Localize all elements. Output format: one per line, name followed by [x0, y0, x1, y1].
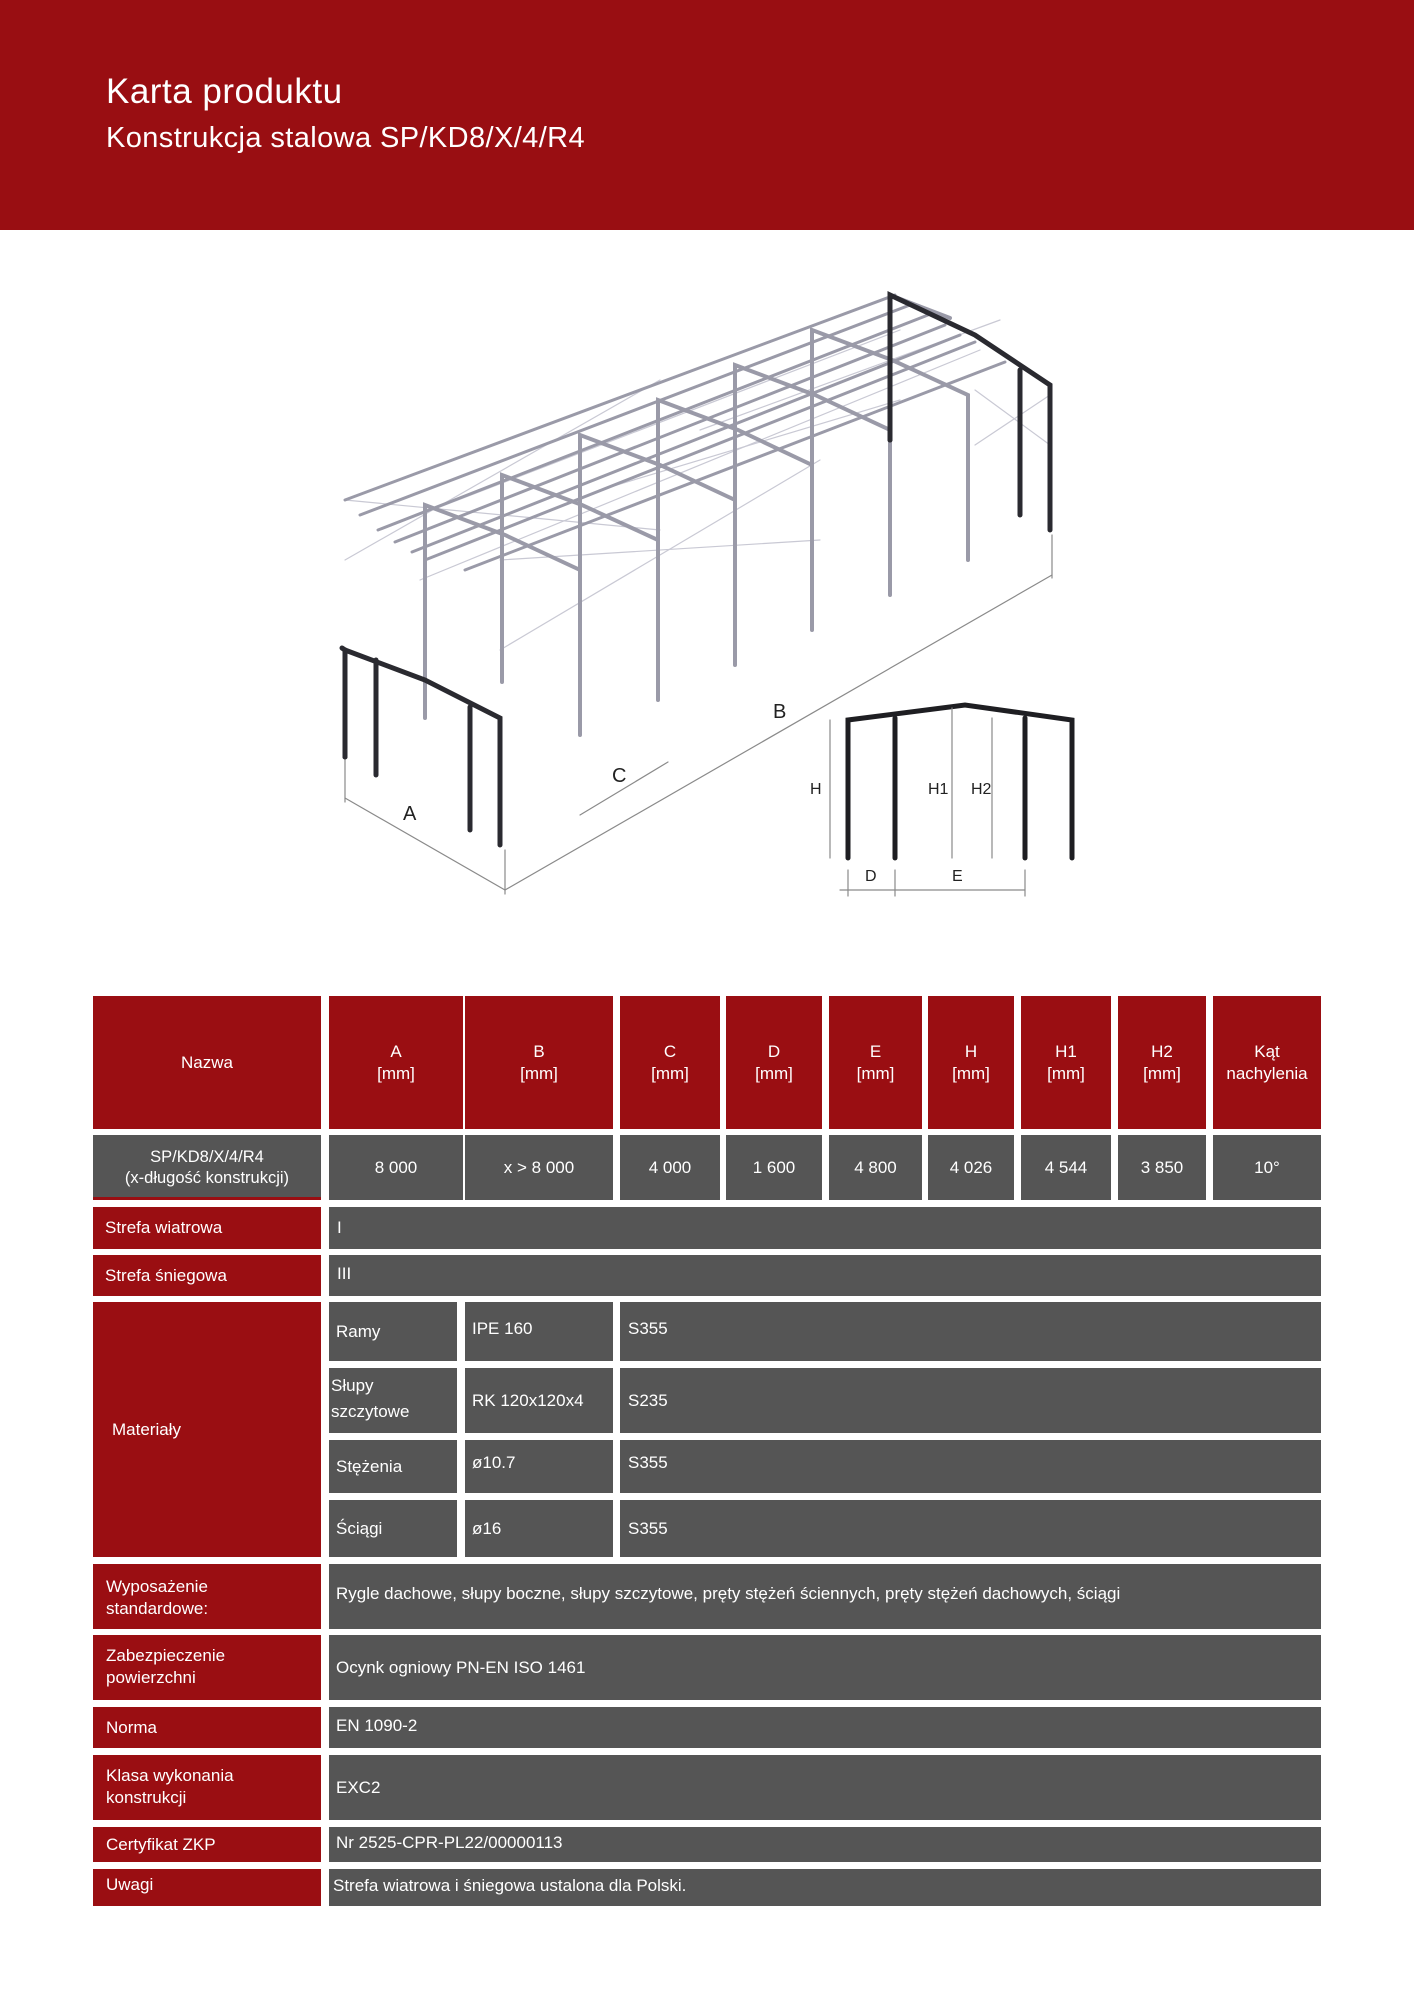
material-profile: IPE 160 — [465, 1302, 613, 1361]
section-frame — [848, 705, 1072, 858]
header-banner — [0, 0, 1414, 230]
header-h2: H2 [mm] — [1118, 996, 1206, 1129]
value-h2: 3 850 — [1118, 1135, 1206, 1200]
dim-label-c: C — [612, 765, 627, 787]
dim-label-a: A — [403, 803, 417, 825]
snow-zone-label: Strefa śniegowa — [93, 1255, 321, 1296]
surface-value: Ocynk ogniowy PN-EN ISO 1461 — [329, 1635, 1321, 1700]
dim-label-b: B — [773, 701, 787, 723]
equipment-value: Rygle dachowe, słupy boczne, słupy szczytowe, pręty stężeń ściennych, pręty stężeń dachowych, ściągi — [329, 1564, 1321, 1629]
exec-class-label: Klasa wykonania konstrukcji — [93, 1755, 321, 1820]
value-angle: 10° — [1213, 1135, 1321, 1200]
dim-label-h: H — [810, 781, 822, 798]
dim-label-d: D — [865, 868, 877, 885]
equipment-underline — [93, 1626, 321, 1629]
norm-label: Norma — [93, 1707, 321, 1748]
norm-value: EN 1090-2 — [329, 1707, 1321, 1748]
material-profile: ø10.7 — [465, 1440, 613, 1493]
wind-zone-label: Strefa wiatrowa — [93, 1207, 321, 1249]
front-frame — [342, 648, 500, 845]
dim-label-h1: H1 — [928, 781, 949, 798]
header-angle: Kąt nachylenia — [1213, 996, 1321, 1129]
page-title: Karta produktu — [106, 72, 343, 111]
zkp-label: Certyfikat ZKP — [93, 1827, 321, 1862]
material-name: Ramy — [329, 1302, 457, 1361]
notes-label: Uwagi — [93, 1869, 321, 1906]
wind-zone-value: I — [329, 1207, 1321, 1249]
product-name-underline — [93, 1197, 321, 1200]
value-e: 4 800 — [829, 1135, 922, 1200]
equipment-label: Wyposażenie standardowe: — [93, 1564, 321, 1629]
exec-class-underline — [93, 1817, 321, 1820]
value-h: 4 026 — [928, 1135, 1014, 1200]
value-a: 8 000 — [329, 1135, 463, 1200]
header-name: Nazwa — [93, 996, 321, 1129]
header-c: C [mm] — [620, 996, 720, 1129]
dim-label-e: E — [952, 868, 963, 885]
exec-class-value: EXC2 — [329, 1755, 1321, 1820]
materials-label: Materiały — [93, 1302, 321, 1557]
header-e: E [mm] — [829, 996, 922, 1129]
surface-label: Zabezpieczenie powierzchni — [93, 1635, 321, 1700]
header-h: H [mm] — [928, 996, 1014, 1129]
zkp-value: Nr 2525-CPR-PL22/00000113 — [329, 1827, 1321, 1862]
structure-drawing — [0, 230, 1414, 950]
roof-purlins — [345, 295, 1005, 570]
header-h1: H1 [mm] — [1021, 996, 1111, 1129]
value-d: 1 600 — [726, 1135, 822, 1200]
steel-frame-illustration — [0, 230, 1414, 950]
value-c: 4 000 — [620, 1135, 720, 1200]
dim-label-h2: H2 — [971, 781, 992, 798]
material-name: Ściągi — [329, 1500, 457, 1557]
material-name: Słupy szczytowe — [329, 1368, 457, 1433]
material-grade: S355 — [620, 1500, 1321, 1557]
snow-zone-value: III — [329, 1255, 1321, 1296]
material-profile: ø16 — [465, 1500, 613, 1557]
header-a: A [mm] — [329, 996, 463, 1129]
header-b: B [mm] — [465, 996, 613, 1129]
notes-value: Strefa wiatrowa i śniegowa ustalona dla Polski. — [329, 1869, 1321, 1906]
material-name: Stężenia — [329, 1440, 457, 1493]
section-dimensions — [830, 708, 1025, 896]
material-grade: S235 — [620, 1368, 1321, 1433]
header-d: D [mm] — [726, 996, 822, 1129]
page-subtitle: Konstrukcja stalowa SP/KD8/X/4/R4 — [106, 122, 586, 154]
material-profile: RK 120x120x4 — [465, 1368, 613, 1433]
value-b: x > 8 000 — [465, 1135, 613, 1200]
dimension-lines — [345, 535, 1052, 894]
material-grade: S355 — [620, 1440, 1321, 1493]
material-grade: S355 — [620, 1302, 1321, 1361]
product-name: SP/KD8/X/4/R4 (x-długość konstrukcji) — [93, 1135, 321, 1200]
value-h1: 4 544 — [1021, 1135, 1111, 1200]
